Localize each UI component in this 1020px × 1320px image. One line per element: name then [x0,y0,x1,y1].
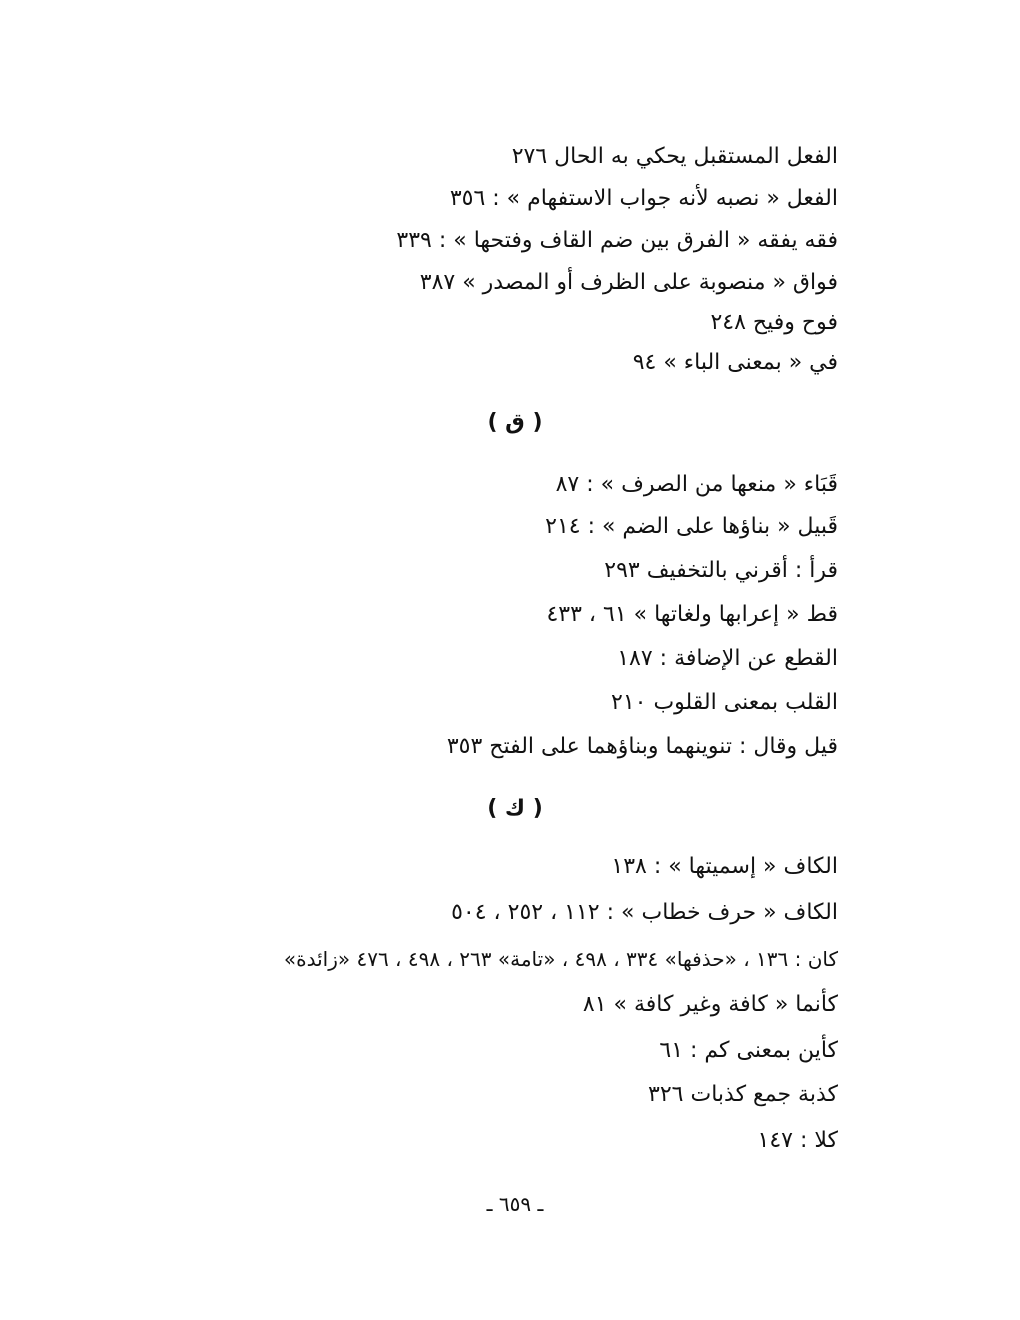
index-entry: في « بمعنى الباء » ٩٤ [632,350,838,375]
index-entry: فقه يفقه « الفرق بين ضم القاف وفتحها » : ٣٣٩ [396,228,838,253]
index-entry: كلا : ١٤٧ [757,1128,838,1153]
page-number: ـ ٦٥٩ ـ [486,1192,544,1216]
index-entry: فوح وفيح ٢٤٨ [710,310,838,335]
index-entry: كان : ١٣٦ ، «حذفها» ٣٣٤ ، ٤٩٨ ، «تامة» ٢٦٣ ، ٤٩٨ ، ٤٧٦ «زائدة» [283,947,838,971]
index-entry: كأين بمعنى كم : ٦١ [659,1038,838,1063]
index-entry: فواق « منصوبة على الظرف أو المصدر » ٣٨٧ [419,270,838,295]
index-entry: قيل وقال : تنوينهما وبناؤهما على الفتح ٣٥٣ [446,734,838,759]
index-entry: قرأ : أقرني بالتخفيف ٢٩٣ [604,558,838,583]
index-entry: الفعل المستقبل يحكي به الحال ٢٧٦ [511,144,838,169]
index-entry: قط « إعرابها ولغاتها » ٦١ ، ٤٣٣ [546,602,838,627]
index-entry: الفعل « نصبه لأنه جواب الاستفهام » : ٣٥٦ [449,186,838,211]
index-entry: قَبيل « بناؤها على الضم » : ٢١٤ [545,514,838,539]
index-entry: الكاف « إسميتها » : ١٣٨ [611,854,838,879]
index-entry: كذبة جمع كذبات ٣٢٦ [648,1082,838,1107]
index-entry: قَبَاء « منعها من الصرف » : ٨٧ [555,472,838,497]
index-entry: الكاف « حرف خطاب » : ١١٢ ، ٢٥٢ ، ٥٠٤ [451,900,838,925]
index-entry: كأنما « كافة وغير كافة » ٨١ [582,992,838,1017]
section-heading-kaf: ( ك ) [487,796,543,821]
index-entry: القطع عن الإضافة : ١٨٧ [617,646,838,671]
section-heading-qaf: ( ق ) [487,410,543,435]
index-entry: القلب بمعنى القلوب ٢١٠ [611,690,838,715]
